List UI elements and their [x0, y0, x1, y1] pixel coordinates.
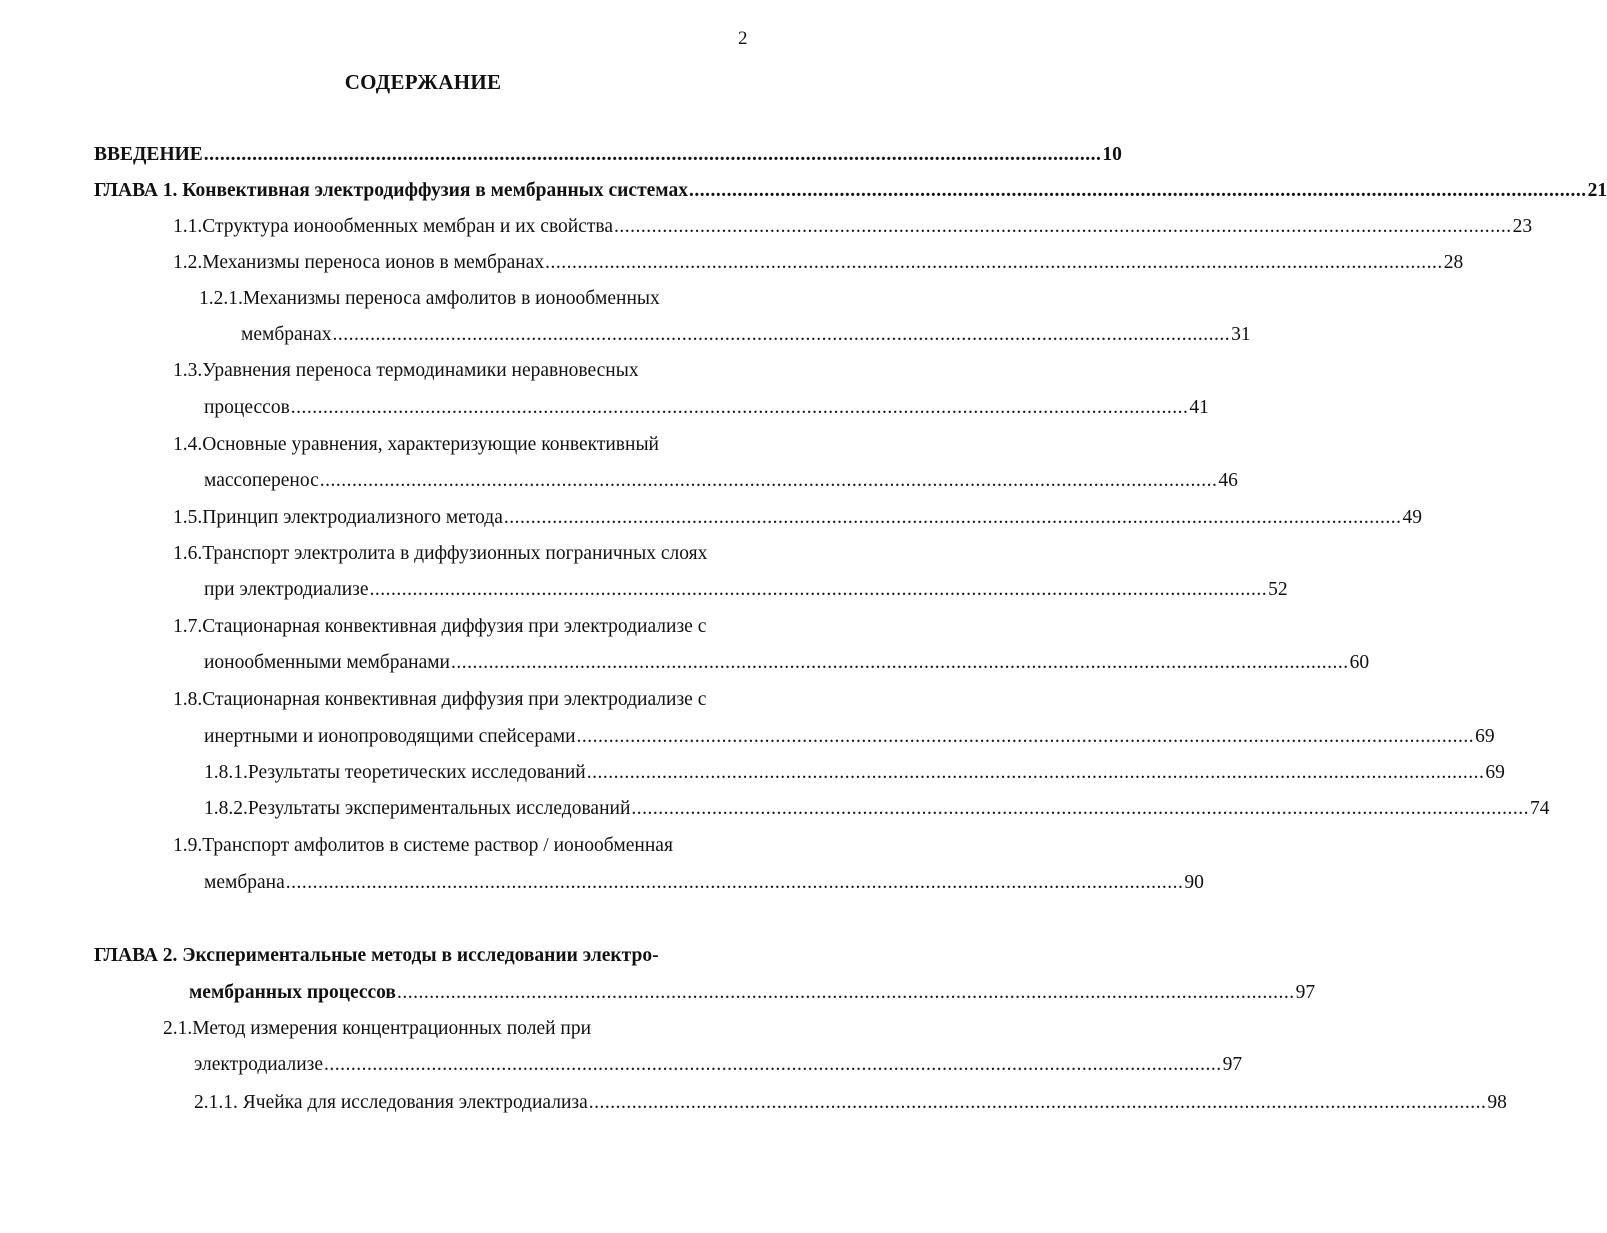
toc-entry-section-2-1-lead: 2.1.Метод измерения концентрационных полей при [163, 1018, 592, 1039]
page-number: 2 [738, 28, 748, 49]
toc-entry-section-1-9 [204, 870, 1204, 896]
dot-leader: ....................................................................................................................................................................... [545, 252, 1443, 273]
dot-leader: ....................................................................................................................................................................... [290, 397, 1189, 418]
toc-entry-page: 98 [1487, 1092, 1507, 1113]
dot-leader: ....................................................................................................................................................................... [586, 762, 1485, 783]
toc-entry-page: 60 [1349, 652, 1370, 673]
dot-leader: ....................................................................................................................................................................... [324, 1054, 1222, 1075]
toc-entry-section-1-8-2 [204, 796, 1550, 822]
toc-entry-section-1-6-lead: 1.6.Транспорт электролита в диффузионных пограничных слоях [173, 543, 708, 564]
toc-entry-page: 10 [1102, 144, 1122, 165]
toc-entry-section-1-4-lead: 1.4.Основные уравнения, характеризующие конвективный [173, 434, 659, 455]
toc-entry-title: при электродиализе [204, 579, 369, 600]
toc-entry-page: 28 [1443, 252, 1464, 273]
dot-leader: ....................................................................................................................................................................... [631, 798, 1530, 819]
toc-entry-section-1-1 [173, 214, 1533, 240]
toc-entry-title: ВВЕДЕНИЕ [94, 144, 203, 165]
toc-entry-page: 23 [1512, 216, 1533, 237]
toc-entry-page: 97 [1295, 982, 1316, 1003]
toc-entry-page: 41 [1189, 397, 1209, 418]
toc-entry-title: 1.2.Механизмы переноса ионов в мембранах [173, 252, 545, 273]
dot-leader: ....................................................................................................................................................................... [451, 652, 1349, 673]
dot-leader: ....................................................................................................................................................................... [614, 216, 1512, 237]
toc-entry-title: 1.1.Структура ионообменных мембран и их свойства [173, 216, 613, 237]
toc-entry-section-1-2-1-lead: 1.2.1.Механизмы переноса амфолитов в ионообменных [199, 288, 660, 309]
toc-entry-section-1-8 [204, 724, 1495, 750]
dot-leader: ....................................................................................................................................................................... [332, 324, 1231, 345]
dot-leader: ....................................................................................................................................................................... [319, 470, 1218, 491]
toc-entry-title: мембранных процессов [189, 982, 396, 1003]
dot-leader: ....................................................................................................................................................................... [503, 507, 1402, 528]
dot-leader: ....................................................................................................................................................................... [576, 726, 1475, 747]
toc-entry-section-1-7-lead: 1.7.Стационарная конвективная диффузия при электродиализе с [173, 616, 707, 637]
toc-entry-page: 52 [1268, 579, 1288, 600]
toc-entry-section-1-8-1 [204, 760, 1505, 786]
toc-entry-section-2-1 [194, 1052, 1243, 1078]
page-title: СОДЕРЖАНИЕ [344, 70, 502, 94]
toc-entry-section-1-6 [204, 577, 1288, 603]
toc-entry-title: ионообменными мембранами [204, 652, 450, 673]
toc-entry-chapter-2-lead: ГЛАВА 2. Экспериментальные методы в исследовании электро- [94, 945, 659, 966]
dot-leader: ....................................................................................................................................................................... [588, 1092, 1487, 1113]
toc-entry-title: электродиализе [194, 1054, 324, 1075]
dot-leader: ....................................................................................................................................................................... [203, 144, 1102, 165]
toc-entry-section-1-9-lead: 1.9.Транспорт амфолитов в системе раствор / ионообменная [173, 835, 673, 856]
dot-leader: ....................................................................................................................................................................... [369, 579, 1268, 600]
toc-entry-page: 69 [1485, 762, 1505, 783]
toc-entry-page: 49 [1402, 507, 1422, 528]
toc-entry-chapter-2 [189, 980, 1316, 1006]
toc-entry-page: 97 [1222, 1054, 1243, 1075]
toc-entry-title: 2.1.1. Ячейка для исследования электродиализа [194, 1092, 588, 1113]
toc-entry-page: 31 [1231, 324, 1251, 345]
toc-entry-section-1-7 [204, 650, 1370, 676]
toc-entry-page: 69 [1475, 726, 1495, 747]
toc-entry-section-1-8-lead: 1.8.Стационарная конвективная диффузия при электродиализе с [173, 689, 707, 710]
toc-entry-title: мембранах [241, 324, 332, 345]
toc-entry-page: 90 [1184, 872, 1204, 893]
toc-entry-section-1-5 [173, 505, 1422, 531]
toc-entry-title: 1.8.1.Результаты теоретических исследований [204, 762, 586, 783]
dot-leader: ....................................................................................................................................................................... [285, 872, 1184, 893]
toc-entry-title: процессов [204, 397, 290, 418]
toc-entry-section-1-4 [204, 468, 1238, 494]
toc-entry-page: 46 [1218, 470, 1238, 491]
toc-entry-title: массоперенос [204, 470, 319, 491]
toc-entry-page: 74 [1530, 798, 1550, 819]
toc-entry-section-1-3-lead: 1.3.Уравнения переноса термодинамики неравновесных [173, 360, 639, 381]
toc-entry-section-2-1-1 [194, 1090, 1507, 1116]
toc-entry-section-1-2 [173, 250, 1464, 276]
toc-entry-title: ГЛАВА 1. Конвективная электродиффузия в мембранных системах [94, 180, 688, 201]
toc-entry-title: 1.8.2.Результаты экспериментальных исследований [204, 798, 631, 819]
toc-entry-introduction [94, 142, 1122, 168]
dot-leader: ....................................................................................................................................................................... [688, 180, 1587, 201]
toc-entry-title: 1.5.Принцип электродиализного метода [173, 507, 503, 528]
toc-entry-section-1-2-1 [241, 322, 1251, 348]
dot-leader: ....................................................................................................................................................................... [396, 982, 1295, 1003]
toc-entry-title: мембрана [204, 872, 285, 893]
toc-entry-chapter-1 [94, 178, 1607, 204]
toc-entry-page: 21 [1587, 180, 1607, 201]
toc-entry-section-1-3 [204, 395, 1209, 421]
toc-entry-title: инертными и ионопроводящими спейсерами [204, 726, 576, 747]
